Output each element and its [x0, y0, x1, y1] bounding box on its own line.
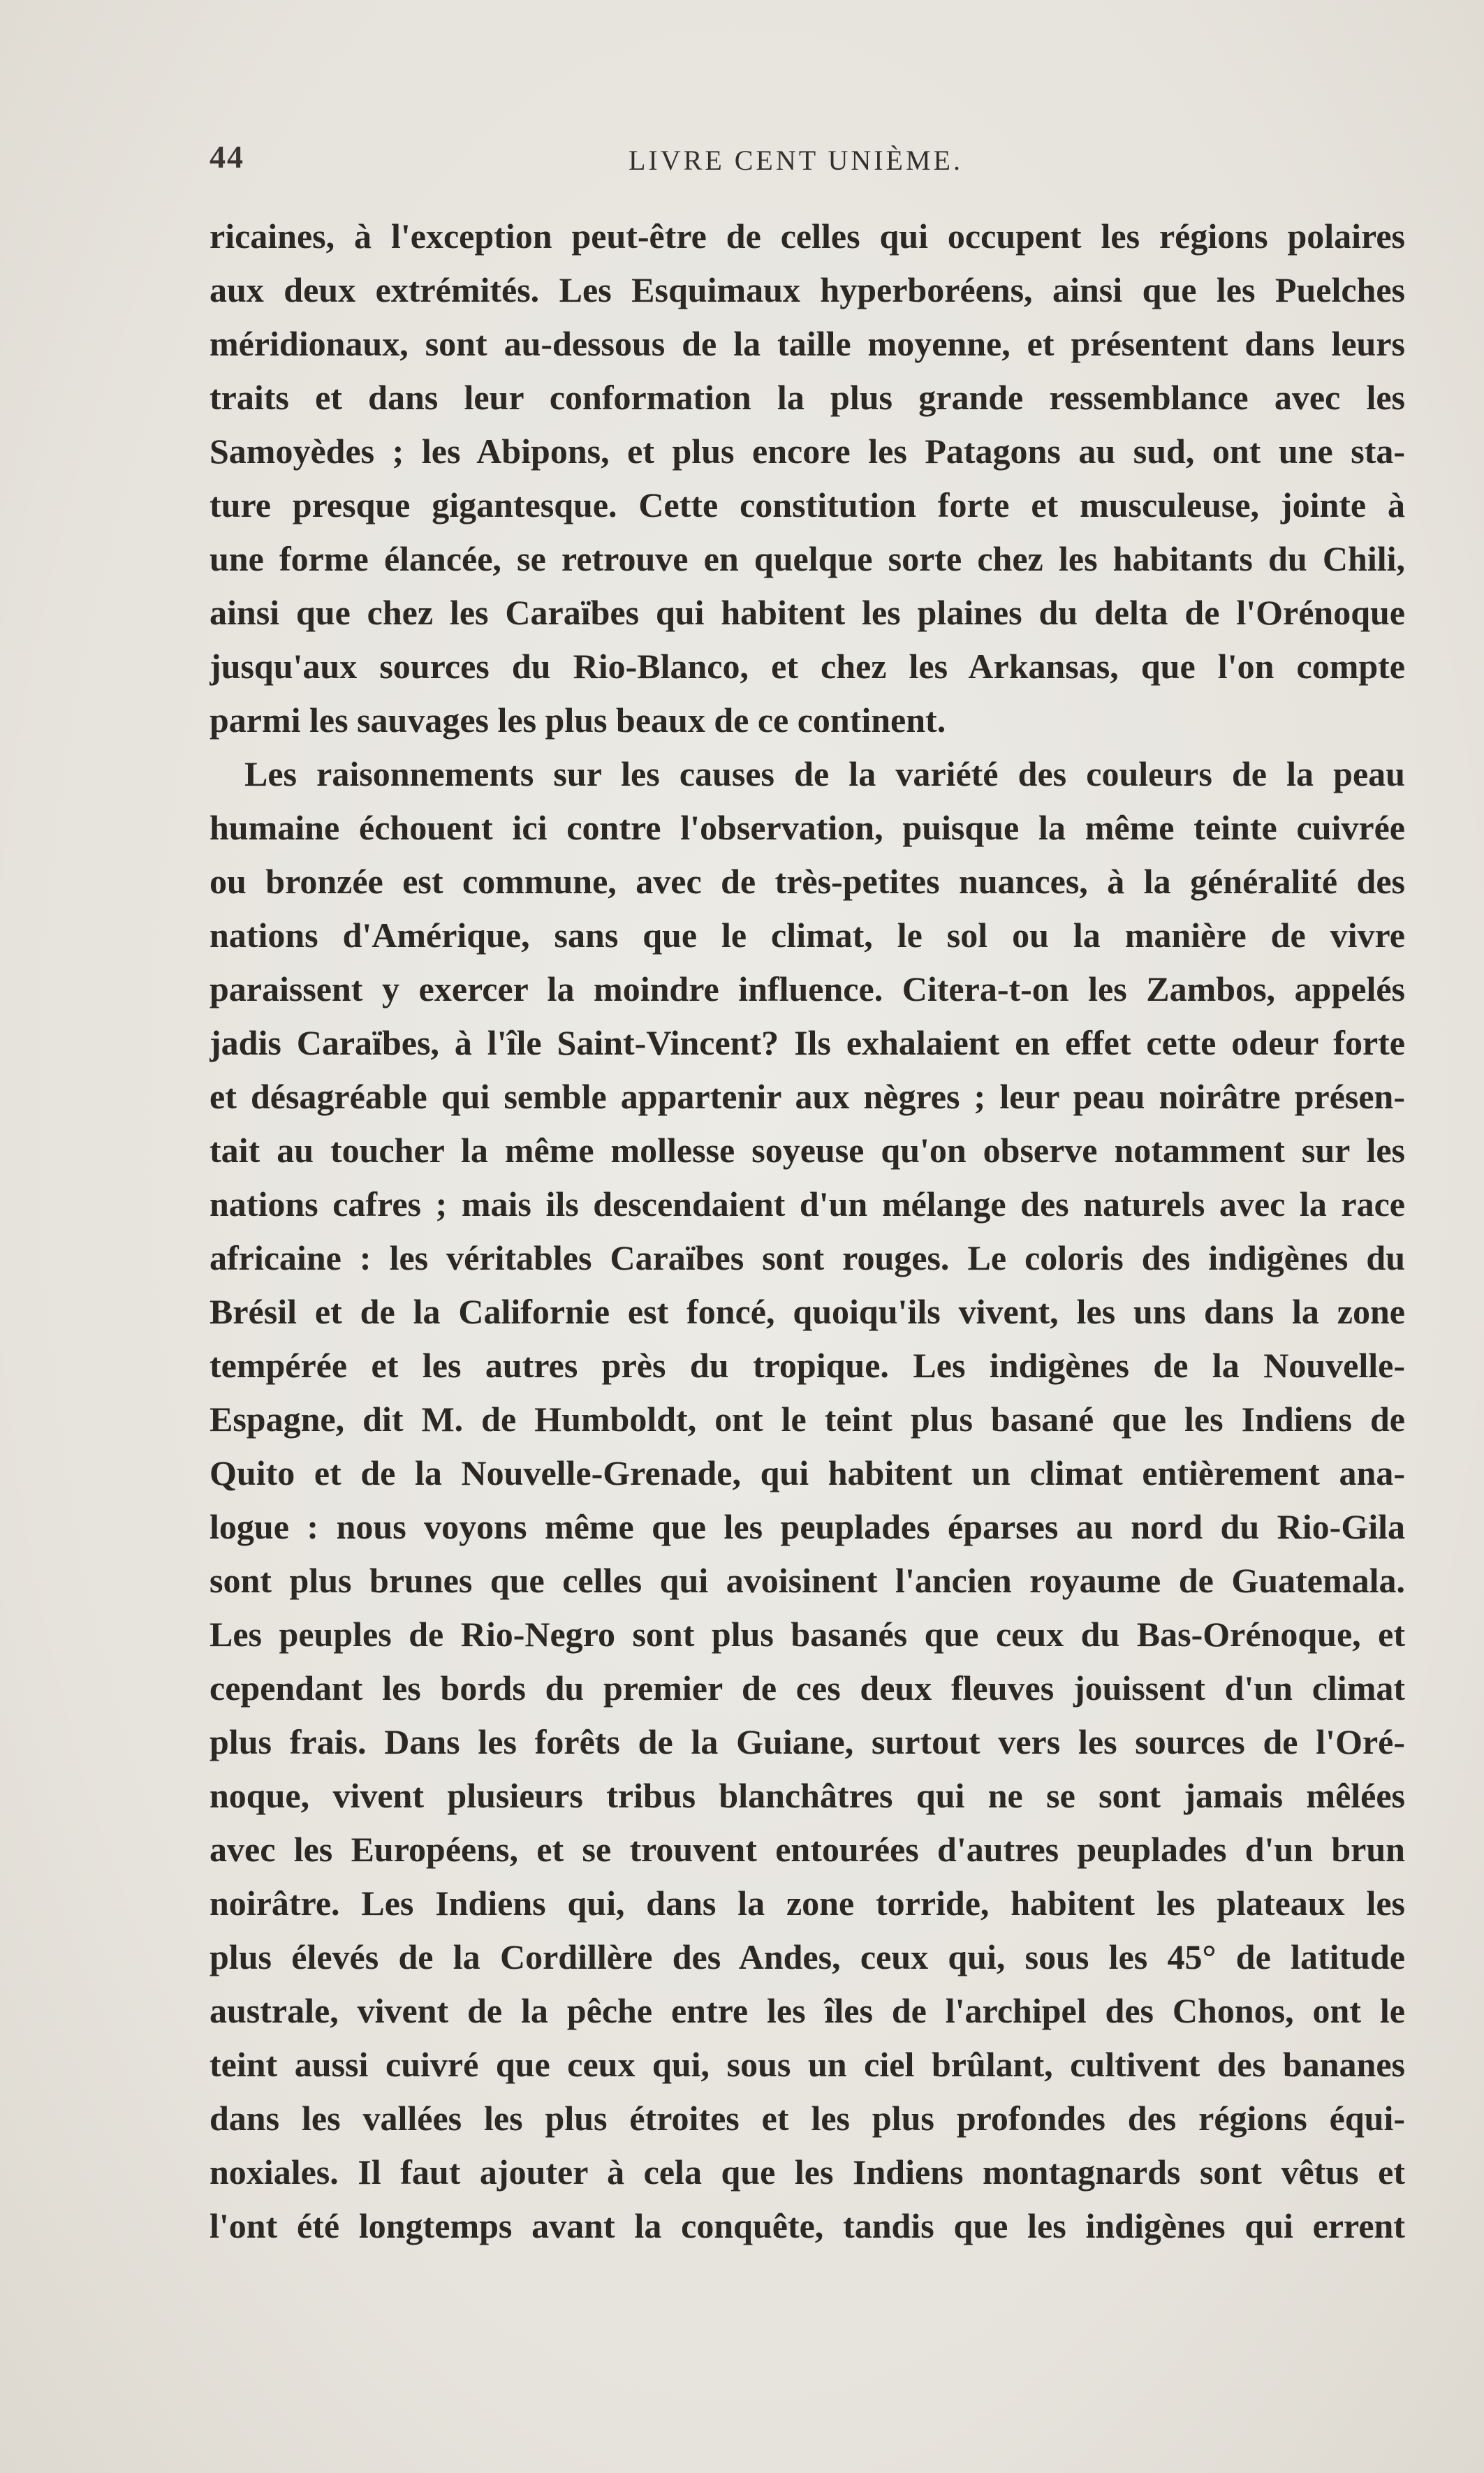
text-line: cependant les bords du premier de ces deux fleuves jouissent d'un climat [210, 1668, 1405, 1708]
text-line: logue : nous voyons même que les peuplades éparses au nord du Rio-Gila [210, 1507, 1405, 1546]
text-line: une forme élancée, se retrouve en quelque sorte chez les habitants du Chili, [210, 539, 1405, 578]
page-number: 44 [210, 139, 244, 175]
text-line: Quito et de la Nouvelle-Grenade, qui habitent un climat entièrement ana- [210, 1453, 1405, 1492]
text-line: sont plus brunes que celles qui avoisinent l'ancien royaume de Guatemala. [210, 1561, 1405, 1600]
text-line: et désagréable qui semble appartenir aux nègres ; leur peau noirâtre présen- [210, 1077, 1405, 1116]
text-line: paraissent y exercer la moindre influence. Citera-t-on les Zambos, appelés [210, 969, 1405, 1008]
text-line: plus élevés de la Cordillère des Andes, ceux qui, sous les 45° de latitude [210, 1937, 1405, 1976]
text-line: tait au toucher la même mollesse soyeuse qu'on observe notamment sur les [210, 1131, 1405, 1170]
text-line: noirâtre. Les Indiens qui, dans la zone torride, habitent les plateaux les [210, 1884, 1405, 1923]
text-line: jusqu'aux sources du Rio-Blanco, et chez les Arkansas, que l'on compte [210, 647, 1405, 686]
text-line: tempérée et les autres près du tropique. Les indigènes de la Nouvelle- [210, 1346, 1405, 1385]
text-line: l'ont été longtemps avant la conquête, tandis que les indigènes qui errent [210, 2206, 1405, 2245]
text-line: plus frais. Dans les forêts de la Guiane, surtout vers les sources de l'Oré- [210, 1722, 1405, 1761]
text-line: ture presque gigantesque. Cette constitution forte et musculeuse, jointe à [210, 485, 1405, 524]
body-text [210, 210, 1405, 2253]
text-line: Les raisonnements sur les causes de la variété des couleurs de la peau [244, 754, 1405, 793]
text-line: ou bronzée est commune, avec de très-petites nuances, à la généralité des [210, 862, 1405, 901]
text-line: dans les vallées les plus étroites et les plus profondes des régions équi- [210, 2099, 1405, 2138]
text-line: noque, vivent plusieurs tribus blanchâtres qui ne se sont jamais mêlées [210, 1776, 1405, 1815]
text-line: australe, vivent de la pêche entre les îles de l'archipel des Chonos, ont le [210, 1991, 1405, 2030]
text-line: Brésil et de la Californie est foncé, quoiqu'ils vivent, les uns dans la zone [210, 1292, 1405, 1331]
text-line: nations d'Amérique, sans que le climat, le sol ou la manière de vivre [210, 916, 1405, 955]
text-line: Espagne, dit M. de Humboldt, ont le teint plus basané que les Indiens de [210, 1400, 1405, 1439]
text-line: ricaines, à l'exception peut-être de celles qui occupent les régions polaires [210, 217, 1405, 256]
text-line: Les peuples de Rio-Negro sont plus basanés que ceux du Bas-Orénoque, et [210, 1615, 1405, 1654]
text-line: ainsi que chez les Caraïbes qui habitent les plaines du delta de l'Orénoque [210, 593, 1405, 632]
text-line: noxiales. Il faut ajouter à cela que les Indiens montagnards sont vêtus et [210, 2152, 1405, 2192]
text-line: humaine échouent ici contre l'observation, puisque la même teinte cuivrée [210, 808, 1405, 847]
text-line: aux deux extrémités. Les Esquimaux hyperboréens, ainsi que les Puelches [210, 270, 1405, 309]
text-line: africaine : les véritables Caraïbes sont rouges. Le coloris des indigènes du [210, 1238, 1405, 1277]
text-line: avec les Européens, et se trouvent entourées d'autres peuplades d'un brun [210, 1830, 1405, 1869]
text-line: parmi les sauvages les plus beaux de ce continent. [210, 700, 946, 740]
text-line: traits et dans leur conformation la plus grande ressemblance avec les [210, 378, 1405, 417]
text-line: méridionaux, sont au-dessous de la taille moyenne, et présentent dans leurs [210, 324, 1405, 363]
text-line: Samoyèdes ; les Abipons, et plus encore les Patagons au sud, ont une sta- [210, 432, 1405, 471]
text-line: nations cafres ; mais ils descendaient d'un mélange des naturels avec la race [210, 1184, 1405, 1224]
running-head: LIVRE CENT UNIÈME. [629, 145, 963, 176]
text-line: teint aussi cuivré que ceux qui, sous un ciel brûlant, cultivent des bananes [210, 2045, 1405, 2084]
page-header [210, 138, 1411, 187]
text-line: jadis Caraïbes, à l'île Saint-Vincent? Ils exhalaient en effet cette odeur forte [210, 1023, 1405, 1062]
